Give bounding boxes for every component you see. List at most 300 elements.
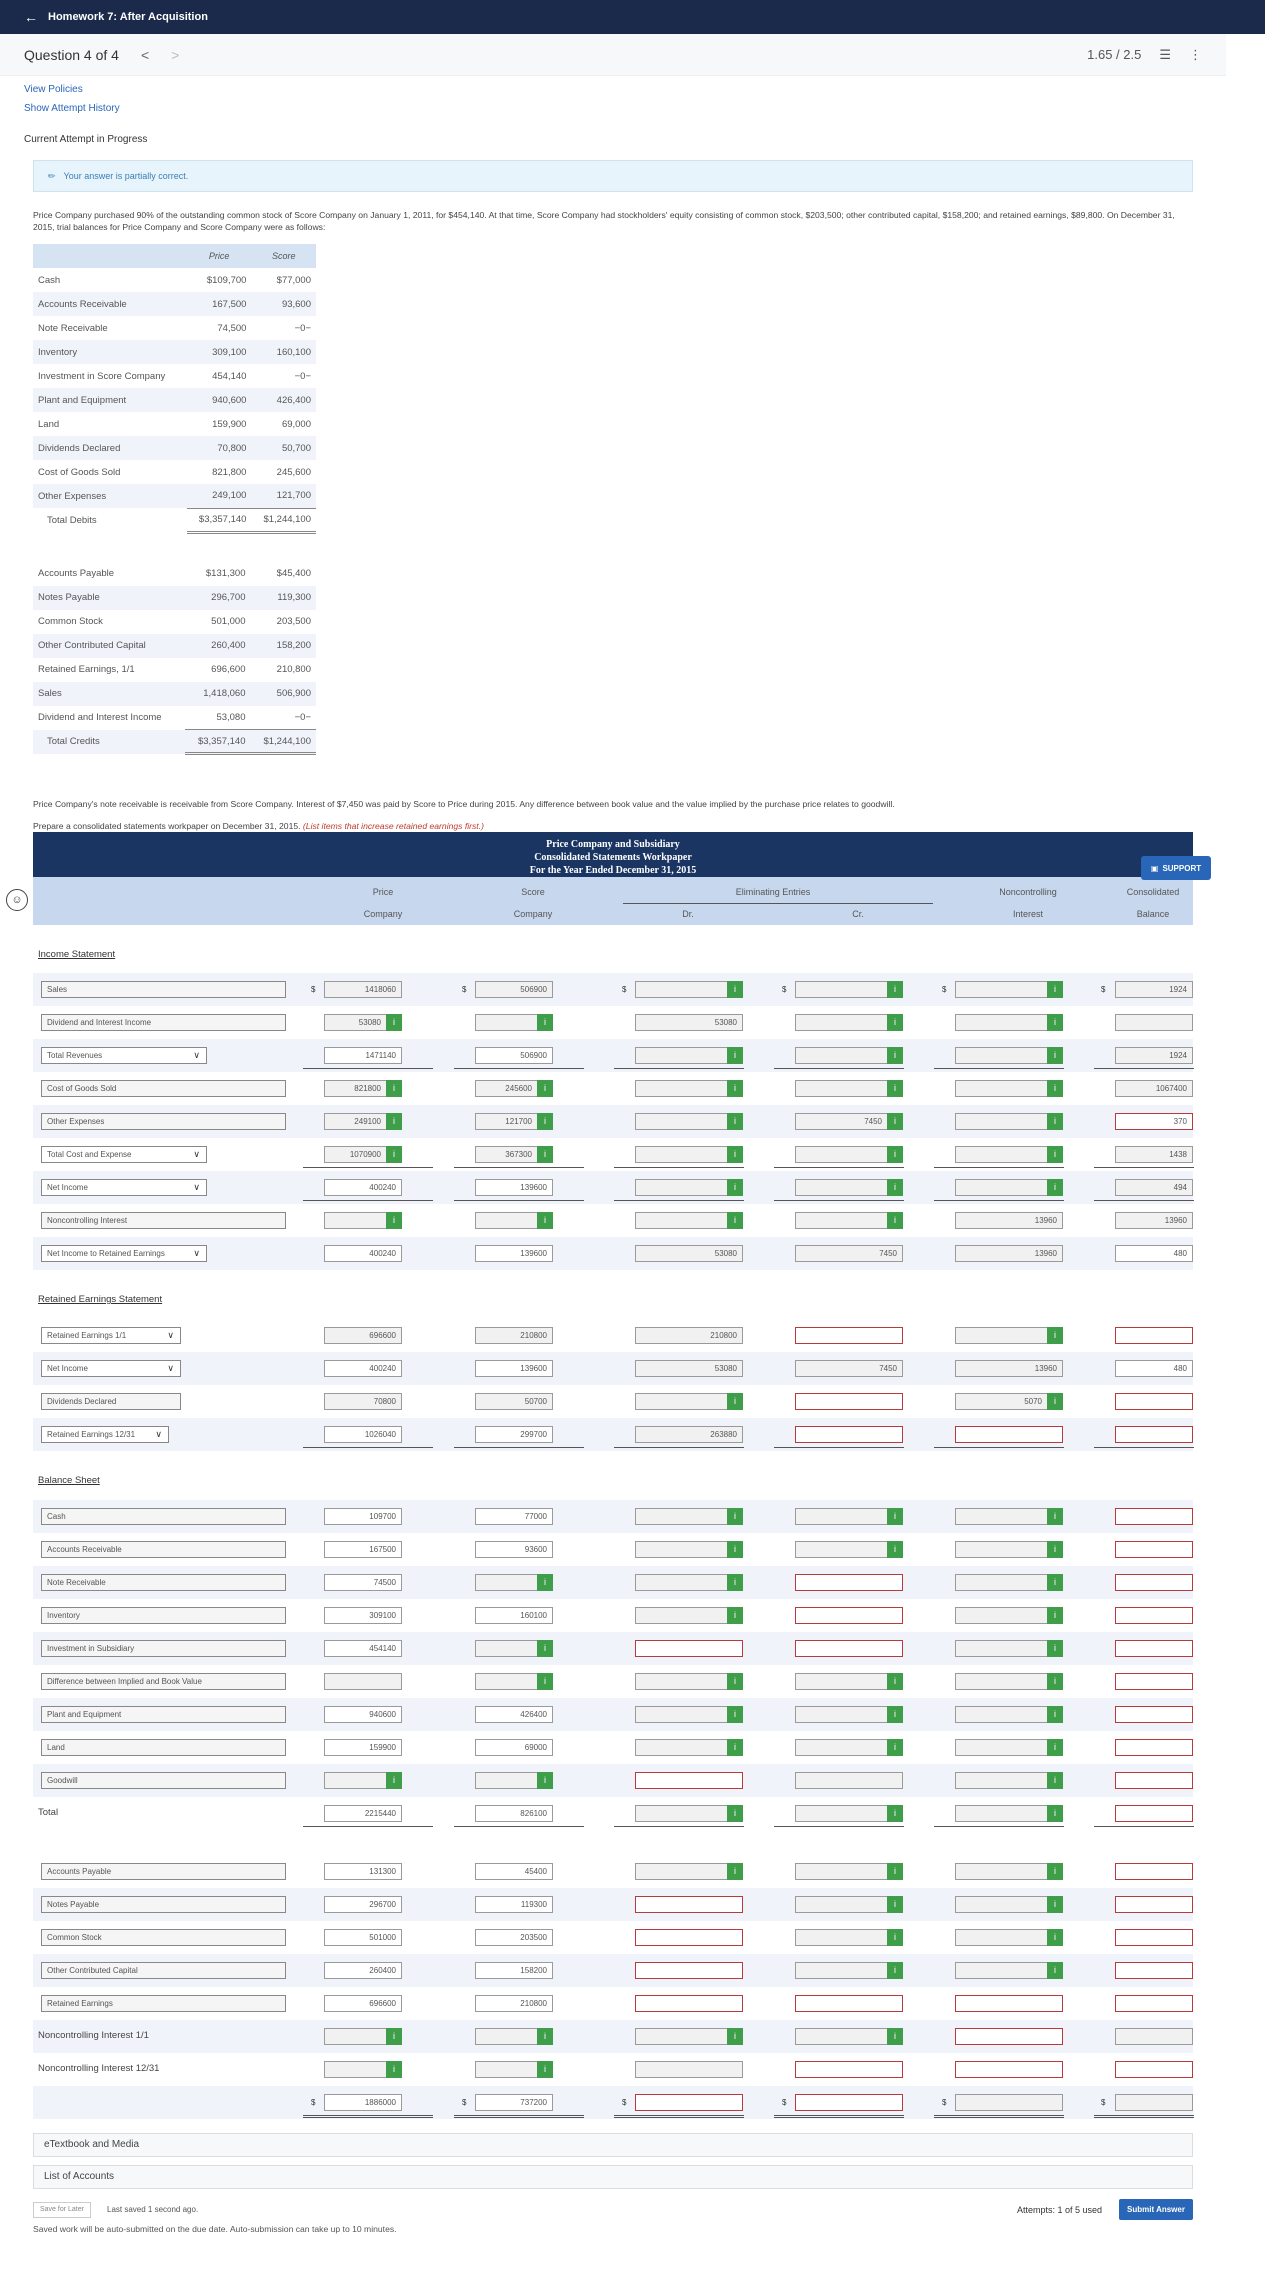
price-cell[interactable]: 400240 [324,1179,402,1196]
score-cell[interactable] [475,1772,553,1789]
cons-cell[interactable] [1115,1541,1193,1558]
nci-cell[interactable] [955,2061,1063,2078]
score-cell[interactable]: 210800 [475,1995,553,2012]
info-icon[interactable]: i [727,1113,743,1130]
prev-question-icon[interactable]: < [140,46,150,63]
list-icon[interactable]: ☰ [1159,46,1171,62]
info-icon[interactable]: i [537,2028,553,2045]
info-icon[interactable]: i [1047,1047,1063,1064]
price-cell[interactable]: 501000 [324,1929,402,1946]
cr-cell[interactable] [795,981,903,998]
cr-cell[interactable] [795,1541,903,1558]
cr-cell[interactable] [795,1772,903,1789]
price-cell[interactable]: 1418060 [324,981,402,998]
price-cell[interactable]: 109700 [324,1508,402,1525]
score-cell[interactable] [475,1673,553,1690]
score-cell[interactable]: i 367300 [475,1146,553,1163]
info-icon[interactable]: i [1047,1929,1063,1946]
price-cell[interactable]: i 821800 [324,1080,402,1097]
dr-cell[interactable] [635,1113,743,1130]
dr-cell[interactable]: 53080 [635,1245,743,1262]
dr-cell[interactable] [635,1995,743,2012]
cons-cell[interactable] [1115,1706,1193,1723]
score-cell[interactable]: 77000 [475,1508,553,1525]
dr-cell[interactable] [635,2094,743,2111]
cons-cell[interactable] [1115,1863,1193,1880]
cr-cell[interactable] [795,1929,903,1946]
nci-cell[interactable] [955,1327,1063,1344]
dr-cell[interactable] [635,1929,743,1946]
row-label-select[interactable]: Retained Earnings 12/31 ∨ [41,1426,169,1443]
cr-cell[interactable] [795,2094,903,2111]
score-cell[interactable] [475,2028,553,2045]
info-icon[interactable]: i [727,1863,743,1880]
nci-cell[interactable] [955,1673,1063,1690]
info-icon[interactable]: i [727,1541,743,1558]
info-icon[interactable]: i [727,1080,743,1097]
info-icon[interactable]: i [887,1739,903,1756]
nci-cell[interactable] [955,1772,1063,1789]
nci-cell[interactable] [955,1995,1063,2012]
info-icon[interactable]: i [727,1212,743,1229]
score-cell[interactable]: 506900 [475,1047,553,1064]
nci-cell[interactable] [955,1805,1063,1822]
nci-cell[interactable] [955,981,1063,998]
nci-cell[interactable]: 13960 [955,1360,1063,1377]
info-icon[interactable]: i [887,1673,903,1690]
info-icon[interactable]: i [1047,1607,1063,1624]
cr-cell[interactable] [795,1673,903,1690]
nci-cell[interactable] [955,1739,1063,1756]
nci-cell[interactable]: 13960 [955,1212,1063,1229]
row-label-select[interactable]: Net Income to Retained Earnings ∨ [41,1245,207,1262]
cons-cell[interactable] [1115,1574,1193,1591]
dr-cell[interactable] [635,1393,743,1410]
info-icon[interactable]: i [1047,1772,1063,1789]
info-icon[interactable]: i [386,1212,402,1229]
cons-cell[interactable]: 1924 [1115,981,1193,998]
score-cell[interactable]: 69000 [475,1739,553,1756]
score-cell[interactable]: 45400 [475,1863,553,1880]
nci-cell[interactable] [955,2094,1063,2111]
info-icon[interactable]: i [1047,1863,1063,1880]
cons-cell[interactable] [1115,1393,1193,1410]
cons-cell[interactable] [1115,1962,1193,1979]
score-cell[interactable]: i 121700 [475,1113,553,1130]
cons-cell[interactable]: 480 [1115,1245,1193,1262]
info-icon[interactable]: i [727,2028,743,2045]
price-cell[interactable]: 131300 [324,1863,402,1880]
dr-cell[interactable] [635,1179,743,1196]
score-cell[interactable]: 203500 [475,1929,553,1946]
save-for-later-button[interactable]: Save for Later [33,2202,91,2218]
info-icon[interactable]: i [386,2028,402,2045]
dr-cell[interactable] [635,1673,743,1690]
dr-cell[interactable] [635,1212,743,1229]
price-cell[interactable]: 940600 [324,1706,402,1723]
row-label-field[interactable]: Dividend and Interest Income [41,1014,286,1031]
info-icon[interactable]: i [537,1014,553,1031]
score-cell[interactable]: 139600 [475,1245,553,1262]
price-cell[interactable]: 2215440 [324,1805,402,1822]
info-icon[interactable]: i [537,1113,553,1130]
nci-cell[interactable] [955,1047,1063,1064]
info-icon[interactable]: i [727,1146,743,1163]
info-icon[interactable]: i [887,1179,903,1196]
nci-cell[interactable] [955,1014,1063,1031]
info-icon[interactable]: i [386,1146,402,1163]
row-label-field[interactable]: Land [41,1739,286,1756]
cons-cell[interactable] [1115,1772,1193,1789]
info-icon[interactable]: i [386,1772,402,1789]
info-icon[interactable]: i [887,981,903,998]
score-cell[interactable]: 50700 [475,1393,553,1410]
price-cell[interactable] [324,1212,402,1229]
score-cell[interactable]: 160100 [475,1607,553,1624]
price-cell[interactable]: 159900 [324,1739,402,1756]
view-policies-link[interactable]: View Policies [24,84,83,95]
info-icon[interactable]: i [727,1179,743,1196]
info-icon[interactable]: i [887,1113,903,1130]
row-label-field[interactable]: Common Stock [41,1929,286,1946]
info-icon[interactable]: i [727,1508,743,1525]
row-label-field[interactable]: Notes Payable [41,1896,286,1913]
accessibility-icon[interactable]: ☺ [6,889,28,911]
price-cell[interactable]: 696600 [324,1995,402,2012]
info-icon[interactable]: i [727,1607,743,1624]
info-icon[interactable]: i [727,1393,743,1410]
cons-cell[interactable]: 1438 [1115,1146,1193,1163]
nci-cell[interactable] [955,1706,1063,1723]
score-cell[interactable] [475,1014,553,1031]
cons-cell[interactable] [1115,1508,1193,1525]
dr-cell[interactable] [635,1962,743,1979]
row-label-field[interactable]: Other Contributed Capital [41,1962,286,1979]
info-icon[interactable]: i [1047,1014,1063,1031]
cr-cell[interactable] [795,1393,903,1410]
nci-cell[interactable]: 13960 [955,1245,1063,1262]
cr-cell[interactable] [795,1212,903,1229]
price-cell[interactable] [324,2028,402,2045]
info-icon[interactable]: i [1047,1640,1063,1657]
cr-cell[interactable] [795,1962,903,1979]
cr-cell[interactable]: 7450 [795,1245,903,1262]
cr-cell[interactable] [795,1640,903,1657]
row-label-field[interactable]: Goodwill [41,1772,286,1789]
info-icon[interactable]: i [727,1706,743,1723]
score-cell[interactable]: 139600 [475,1179,553,1196]
info-icon[interactable]: i [1047,1179,1063,1196]
score-cell[interactable]: 506900 [475,981,553,998]
nci-cell[interactable]: i 5070 [955,1393,1063,1410]
nci-cell[interactable] [955,1863,1063,1880]
info-icon[interactable]: i [887,1929,903,1946]
nci-cell[interactable] [955,1541,1063,1558]
cons-cell[interactable] [1115,2028,1193,2045]
cr-cell[interactable] [795,1426,903,1443]
support-button[interactable]: ▣ SUPPORT [1141,856,1211,880]
dr-cell[interactable] [635,1896,743,1913]
price-cell[interactable]: 309100 [324,1607,402,1624]
score-cell[interactable]: 826100 [475,1805,553,1822]
nci-cell[interactable] [955,1113,1063,1130]
row-label-select[interactable]: Retained Earnings 1/1 ∨ [41,1327,181,1344]
info-icon[interactable]: i [1047,1574,1063,1591]
price-cell[interactable]: 1026040 [324,1426,402,1443]
row-label-field[interactable]: Other Expenses [41,1113,286,1130]
price-cell[interactable]: i 1070900 [324,1146,402,1163]
score-cell[interactable] [475,1640,553,1657]
attempt-history-link[interactable]: Show Attempt History [24,103,120,114]
row-label-field[interactable]: Dividends Declared [41,1393,181,1410]
cr-cell[interactable] [795,1896,903,1913]
info-icon[interactable]: i [386,1113,402,1130]
info-icon[interactable]: i [1047,1896,1063,1913]
cr-cell[interactable] [795,1508,903,1525]
dr-cell[interactable] [635,1146,743,1163]
price-cell[interactable]: 260400 [324,1962,402,1979]
info-icon[interactable]: i [1047,1673,1063,1690]
cr-cell[interactable] [795,1014,903,1031]
info-icon[interactable]: i [887,1962,903,1979]
score-cell[interactable]: 158200 [475,1962,553,1979]
info-icon[interactable]: i [1047,1706,1063,1723]
cr-cell[interactable] [795,1574,903,1591]
info-icon[interactable]: i [727,981,743,998]
nci-cell[interactable] [955,1426,1063,1443]
cons-cell[interactable] [1115,1327,1193,1344]
info-icon[interactable]: i [386,2061,402,2078]
score-cell[interactable]: 299700 [475,1426,553,1443]
price-cell[interactable] [324,1772,402,1789]
cr-cell[interactable] [795,1327,903,1344]
info-icon[interactable]: i [727,1805,743,1822]
etextbook-link[interactable]: eTextbook and Media [33,2133,1193,2157]
dr-cell[interactable] [635,1508,743,1525]
cr-cell[interactable] [795,1706,903,1723]
info-icon[interactable]: i [1047,1327,1063,1344]
row-label-field[interactable]: Plant and Equipment [41,1706,286,1723]
row-label-select[interactable]: Total Cost and Expense ∨ [41,1146,207,1163]
nci-cell[interactable] [955,1929,1063,1946]
dr-cell[interactable] [635,1706,743,1723]
dr-cell[interactable] [635,1541,743,1558]
info-icon[interactable]: i [887,1863,903,1880]
info-icon[interactable]: i [1047,1146,1063,1163]
nci-cell[interactable] [955,1640,1063,1657]
cr-cell[interactable]: 7450 [795,1360,903,1377]
next-question-icon[interactable]: > [171,46,180,63]
cr-cell[interactable] [795,1179,903,1196]
cons-cell[interactable] [1115,2061,1193,2078]
info-icon[interactable]: i [537,1146,553,1163]
cons-cell[interactable]: 480 [1115,1360,1193,1377]
info-icon[interactable]: i [887,1080,903,1097]
score-cell[interactable] [475,1212,553,1229]
row-label-field[interactable]: Note Receivable [41,1574,286,1591]
cr-cell[interactable]: i 7450 [795,1113,903,1130]
dr-cell[interactable] [635,1574,743,1591]
cons-cell[interactable] [1115,2094,1193,2111]
dr-cell[interactable] [635,1607,743,1624]
info-icon[interactable]: i [887,1508,903,1525]
info-icon[interactable]: i [1047,1508,1063,1525]
cons-cell[interactable]: 13960 [1115,1212,1193,1229]
price-cell[interactable]: 400240 [324,1245,402,1262]
cons-cell[interactable] [1115,1805,1193,1822]
info-icon[interactable]: i [537,2061,553,2078]
info-icon[interactable]: i [887,1014,903,1031]
cr-cell[interactable] [795,2061,903,2078]
price-cell[interactable]: 696600 [324,1327,402,1344]
price-cell[interactable]: 1471140 [324,1047,402,1064]
info-icon[interactable]: i [887,1047,903,1064]
back-arrow-icon[interactable]: ← [24,9,38,25]
info-icon[interactable]: i [887,1212,903,1229]
score-cell[interactable]: 139600 [475,1360,553,1377]
cr-cell[interactable] [795,2028,903,2045]
nci-cell[interactable] [955,2028,1063,2045]
info-icon[interactable]: i [727,1574,743,1591]
price-cell[interactable] [324,1673,402,1690]
cons-cell[interactable]: 370 [1115,1113,1193,1130]
price-cell[interactable]: 296700 [324,1896,402,1913]
info-icon[interactable]: i [537,1080,553,1097]
dr-cell[interactable]: 210800 [635,1327,743,1344]
cr-cell[interactable] [795,1607,903,1624]
info-icon[interactable]: i [887,1541,903,1558]
dr-cell[interactable]: 53080 [635,1360,743,1377]
more-menu-icon[interactable]: ⋮ [1189,46,1202,62]
submit-answer-button[interactable]: Submit Answer [1119,2199,1193,2220]
dr-cell[interactable]: 263880 [635,1426,743,1443]
score-cell[interactable]: i 245600 [475,1080,553,1097]
cr-cell[interactable] [795,1863,903,1880]
info-icon[interactable]: i [537,1640,553,1657]
info-icon[interactable]: i [1047,1080,1063,1097]
row-label-select[interactable]: Net Income ∨ [41,1360,181,1377]
row-label-field[interactable]: Accounts Receivable [41,1541,286,1558]
price-cell[interactable] [324,2061,402,2078]
dr-cell[interactable] [635,2061,743,2078]
info-icon[interactable]: i [887,1146,903,1163]
row-label-field[interactable]: Investment in Subsidiary [41,1640,286,1657]
info-icon[interactable]: i [1047,1739,1063,1756]
dr-cell[interactable] [635,1080,743,1097]
nci-cell[interactable] [955,1962,1063,1979]
cons-cell[interactable] [1115,1640,1193,1657]
info-icon[interactable]: i [1047,1113,1063,1130]
row-label-field[interactable]: Difference between Implied and Book Value [41,1673,286,1690]
cons-cell[interactable]: 1067400 [1115,1080,1193,1097]
price-cell[interactable]: 1886000 [324,2094,402,2111]
price-cell[interactable]: i 53080 [324,1014,402,1031]
cons-cell[interactable] [1115,1739,1193,1756]
row-label-field[interactable]: Cost of Goods Sold [41,1080,286,1097]
score-cell[interactable]: 210800 [475,1327,553,1344]
info-icon[interactable]: i [887,1805,903,1822]
info-icon[interactable]: i [537,1574,553,1591]
row-label-field[interactable]: Retained Earnings [41,1995,286,2012]
dr-cell[interactable] [635,2028,743,2045]
row-label-field[interactable]: Inventory [41,1607,286,1624]
info-icon[interactable]: i [1047,1541,1063,1558]
cons-cell[interactable]: 1924 [1115,1047,1193,1064]
dr-cell[interactable] [635,1640,743,1657]
info-icon[interactable]: i [537,1212,553,1229]
dr-cell[interactable]: 53080 [635,1014,743,1031]
dr-cell[interactable] [635,981,743,998]
cr-cell[interactable] [795,1080,903,1097]
info-icon[interactable]: i [887,1896,903,1913]
info-icon[interactable]: i [386,1014,402,1031]
info-icon[interactable]: i [727,1739,743,1756]
info-icon[interactable]: i [727,1047,743,1064]
info-icon[interactable]: i [537,1673,553,1690]
list-of-accounts-link[interactable]: List of Accounts [33,2165,1193,2189]
cr-cell[interactable] [795,1047,903,1064]
cons-cell[interactable] [1115,1673,1193,1690]
row-label-field[interactable]: Cash [41,1508,286,1525]
row-label-field[interactable]: Noncontrolling Interest [41,1212,286,1229]
cr-cell[interactable] [795,1739,903,1756]
nci-cell[interactable] [955,1179,1063,1196]
score-cell[interactable]: 119300 [475,1896,553,1913]
dr-cell[interactable] [635,1047,743,1064]
dr-cell[interactable] [635,1739,743,1756]
price-cell[interactable]: 74500 [324,1574,402,1591]
score-cell[interactable]: 93600 [475,1541,553,1558]
nci-cell[interactable] [955,1896,1063,1913]
cons-cell[interactable]: 494 [1115,1179,1193,1196]
dr-cell[interactable] [635,1805,743,1822]
nci-cell[interactable] [955,1080,1063,1097]
row-label-field[interactable]: Accounts Payable [41,1863,286,1880]
price-cell[interactable]: 400240 [324,1360,402,1377]
cr-cell[interactable] [795,1805,903,1822]
info-icon[interactable]: i [1047,1393,1063,1410]
info-icon[interactable]: i [887,1706,903,1723]
row-label-select[interactable]: Total Revenues ∨ [41,1047,207,1064]
score-cell[interactable] [475,1574,553,1591]
dr-cell[interactable] [635,1863,743,1880]
info-icon[interactable]: i [887,2028,903,2045]
price-cell[interactable]: 454140 [324,1640,402,1657]
info-icon[interactable]: i [537,1772,553,1789]
cons-cell[interactable] [1115,1995,1193,2012]
score-cell[interactable] [475,2061,553,2078]
row-label-select[interactable]: Net Income ∨ [41,1179,207,1196]
cons-cell[interactable] [1115,1607,1193,1624]
row-label-field[interactable]: Sales [41,981,286,998]
nci-cell[interactable] [955,1508,1063,1525]
info-icon[interactable]: i [1047,981,1063,998]
cons-cell[interactable] [1115,1426,1193,1443]
info-icon[interactable]: i [1047,1805,1063,1822]
dr-cell[interactable] [635,1772,743,1789]
nci-cell[interactable] [955,1607,1063,1624]
info-icon[interactable]: i [727,1673,743,1690]
cons-cell[interactable] [1115,1014,1193,1031]
score-cell[interactable]: 737200 [475,2094,553,2111]
cons-cell[interactable] [1115,1929,1193,1946]
nci-cell[interactable] [955,1146,1063,1163]
info-icon[interactable]: i [1047,1962,1063,1979]
nci-cell[interactable] [955,1574,1063,1591]
cons-cell[interactable] [1115,1896,1193,1913]
cr-cell[interactable] [795,1995,903,2012]
score-cell[interactable]: 426400 [475,1706,553,1723]
